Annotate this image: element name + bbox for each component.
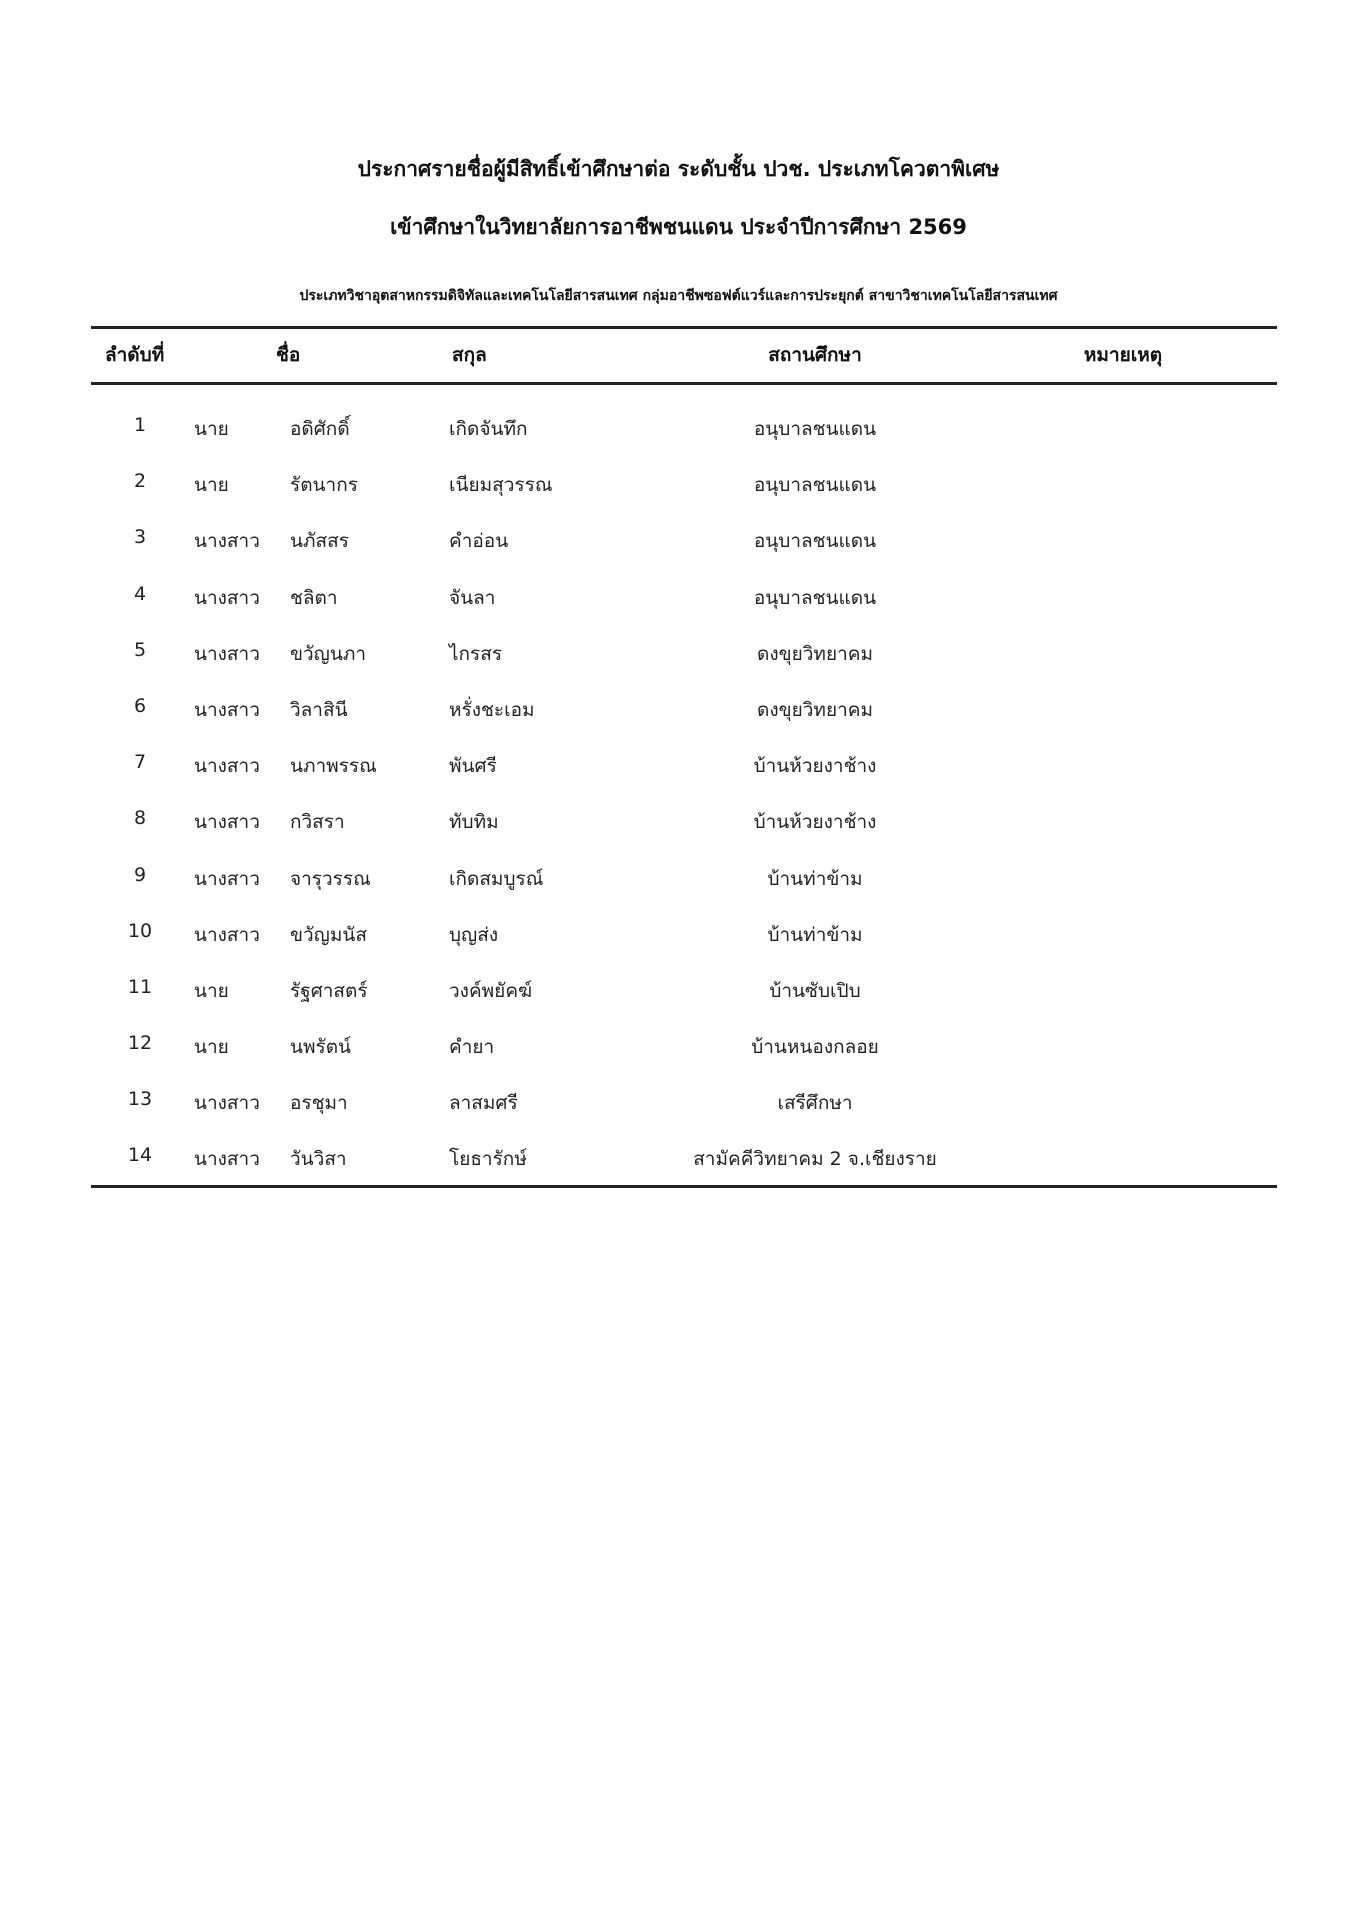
cell-no: 6 bbox=[133, 694, 147, 717]
table-row bbox=[0, 970, 1357, 1026]
cell-prefix: นางสาว bbox=[194, 586, 260, 609]
cell-name: นภัสสร bbox=[290, 530, 349, 553]
cell-no: 12 bbox=[127, 1032, 153, 1055]
cell-school: บ้านห้วยงาช้าง bbox=[753, 755, 877, 778]
cell-surname: ลาสมศรี bbox=[449, 1092, 518, 1115]
table-row bbox=[0, 577, 1357, 633]
cell-school: อนุบาลชนแดน bbox=[753, 474, 877, 497]
cell-prefix: นางสาว bbox=[194, 698, 260, 721]
header-name: ชื่อ bbox=[276, 344, 301, 366]
table-row bbox=[0, 1082, 1357, 1138]
cell-surname: คำอ่อน bbox=[449, 530, 509, 553]
cell-no: 2 bbox=[133, 470, 147, 493]
document-title-line1: ประกาศรายชื่อผู้มีสิทธิ์เข้าศึกษาต่อ ระดับชั้น ปวช. ประเภทโควตาพิเศษ bbox=[357, 157, 1000, 181]
cell-surname: วงค์พยัคฆ์ bbox=[449, 979, 533, 1002]
cell-no: 4 bbox=[133, 582, 147, 605]
cell-name: จารุวรรณ bbox=[290, 867, 371, 890]
header-surname: สกุล bbox=[452, 344, 487, 366]
cell-prefix: นาย bbox=[194, 474, 229, 497]
cell-school: บ้านท่าข้าม bbox=[767, 923, 863, 946]
cell-name: ชลิตา bbox=[290, 586, 338, 609]
cell-no: 1 bbox=[133, 414, 147, 436]
table-row bbox=[0, 408, 1357, 464]
cell-prefix: นางสาว bbox=[194, 1148, 260, 1171]
cell-name: กวิสรา bbox=[290, 811, 345, 834]
table-row bbox=[0, 633, 1357, 689]
header-school: สถานศึกษา bbox=[768, 344, 862, 366]
cell-school: อนุบาลชนแดน bbox=[753, 586, 877, 609]
cell-prefix: นางสาว bbox=[194, 642, 260, 665]
cell-no: 10 bbox=[127, 919, 153, 942]
cell-surname: หรั่งชะเอม bbox=[449, 698, 535, 721]
cell-prefix: นางสาว bbox=[194, 1092, 260, 1115]
cell-school: ดงขุยวิทยาคม bbox=[757, 698, 873, 721]
table-bottom-rule bbox=[91, 1185, 1277, 1188]
cell-prefix: นาย bbox=[194, 979, 229, 1002]
cell-school: บ้านซับเปิบ bbox=[769, 979, 861, 1002]
cell-name: วันวิสา bbox=[290, 1148, 347, 1171]
table-body bbox=[0, 408, 1357, 1195]
cell-school: สามัคคีวิทยาคม 2 จ.เชียงราย bbox=[693, 1148, 937, 1171]
cell-no: 11 bbox=[127, 975, 153, 998]
cell-surname: ไกรสร bbox=[449, 642, 503, 665]
cell-prefix: นาย bbox=[194, 418, 229, 440]
cell-no: 13 bbox=[127, 1088, 153, 1111]
cell-prefix: นางสาว bbox=[194, 923, 260, 946]
cell-name: รัตนากร bbox=[290, 474, 358, 497]
table-row bbox=[0, 801, 1357, 857]
table-row bbox=[0, 1026, 1357, 1082]
cell-school: อนุบาลชนแดน bbox=[753, 418, 877, 440]
cell-prefix: นาย bbox=[194, 1036, 229, 1059]
cell-surname: บุญส่ง bbox=[449, 923, 499, 946]
cell-name: นภาพรรณ bbox=[290, 755, 377, 778]
cell-no: 7 bbox=[133, 751, 147, 774]
cell-name: รัฐศาสตร์ bbox=[290, 979, 368, 1002]
cell-no: 14 bbox=[127, 1144, 153, 1167]
document-subtitle: ประเภทวิชาอุตสาหกรรมดิจิทัลและเทคโนโลยีสารสนเทศ กลุ่มอาชีพซอฟต์แวร์และการประยุกต์ สาขาวิชาเทคโนโลยีสารสนเทศ bbox=[299, 288, 1058, 304]
cell-surname: พันศรี bbox=[449, 755, 497, 778]
table-row bbox=[0, 745, 1357, 801]
cell-name: ขวัญมนัส bbox=[290, 923, 367, 946]
cell-school: บ้านหนองกลอย bbox=[751, 1036, 879, 1059]
cell-surname: โยธารักษ์ bbox=[449, 1148, 527, 1171]
cell-no: 5 bbox=[133, 638, 147, 661]
cell-surname: เนียมสุวรรณ bbox=[449, 474, 553, 497]
cell-name: อรชุมา bbox=[290, 1092, 348, 1115]
table-top-rule bbox=[91, 326, 1277, 329]
cell-surname: เกิดสมบูรณ์ bbox=[449, 867, 544, 890]
cell-name: วิลาสินี bbox=[290, 698, 348, 721]
table-row bbox=[0, 858, 1357, 914]
cell-no: 9 bbox=[133, 863, 147, 886]
table-header-rule bbox=[91, 382, 1277, 385]
table-row bbox=[0, 520, 1357, 576]
cell-no: 3 bbox=[133, 526, 147, 549]
cell-name: อดิศักดิ์ bbox=[290, 418, 350, 440]
table-row bbox=[0, 464, 1357, 520]
cell-prefix: นางสาว bbox=[194, 811, 260, 834]
cell-name: นพรัตน์ bbox=[290, 1036, 352, 1059]
document-title-line2: เข้าศึกษาในวิทยาลัยการอาชีพชนแดน ประจำปีการศึกษา 2569 bbox=[390, 215, 967, 239]
cell-surname: ทับทิม bbox=[449, 811, 499, 834]
cell-surname: เกิดจันทึก bbox=[449, 418, 528, 440]
cell-school: เสรีศึกษา bbox=[777, 1092, 853, 1115]
cell-surname: จันลา bbox=[449, 586, 496, 609]
cell-no: 8 bbox=[133, 807, 147, 830]
cell-school: ดงขุยวิทยาคม bbox=[757, 642, 873, 665]
cell-name: ขวัญนภา bbox=[290, 642, 367, 665]
cell-school: บ้านห้วยงาช้าง bbox=[753, 811, 877, 834]
table-row bbox=[0, 689, 1357, 745]
cell-school: บ้านท่าข้าม bbox=[767, 867, 863, 890]
cell-school: อนุบาลชนแดน bbox=[753, 530, 877, 553]
table-row bbox=[0, 914, 1357, 970]
cell-prefix: นางสาว bbox=[194, 755, 260, 778]
header-no: ลำดับที่ bbox=[105, 344, 165, 366]
cell-surname: คำยา bbox=[449, 1036, 495, 1059]
cell-prefix: นางสาว bbox=[194, 867, 260, 890]
cell-prefix: นางสาว bbox=[194, 530, 260, 553]
header-remark: หมายเหตุ bbox=[1083, 344, 1163, 366]
